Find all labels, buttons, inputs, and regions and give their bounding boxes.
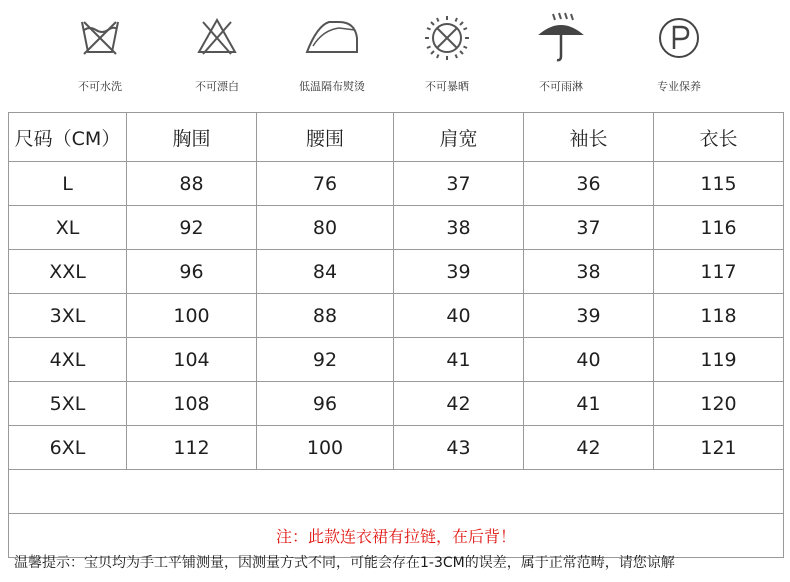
no-rain-icon <box>531 8 591 68</box>
cell-sleeve: 42 <box>524 426 654 470</box>
table-row <box>9 162 784 206</box>
cell-length: 116 <box>654 206 784 250</box>
cell-waist: 84 <box>257 250 394 294</box>
header-waist: 腰围 <box>257 113 394 162</box>
cell-size: 5XL <box>9 382 127 426</box>
cell-size: XL <box>9 206 127 250</box>
cell-length: 117 <box>654 250 784 294</box>
cell-sleeve: 41 <box>524 382 654 426</box>
care-instructions <box>0 0 790 100</box>
header-size: 尺码（CM） <box>9 113 127 162</box>
cell-chest: 88 <box>127 162 257 206</box>
care-label: 专业保养 <box>657 80 701 93</box>
cell-shoulder: 42 <box>394 382 524 426</box>
no-wash-icon <box>70 8 130 68</box>
cell-waist: 100 <box>257 426 394 470</box>
table-row <box>9 250 784 294</box>
cell-waist: 88 <box>257 294 394 338</box>
cell-length: 119 <box>654 338 784 382</box>
cell-shoulder: 40 <box>394 294 524 338</box>
cell-length: 115 <box>654 162 784 206</box>
cell-chest: 92 <box>127 206 257 250</box>
cell-shoulder: 41 <box>394 338 524 382</box>
care-item-low-iron <box>277 8 387 98</box>
zipper-note: 注：此款连衣裙有拉链，在后背！ <box>9 514 784 558</box>
cell-size: 4XL <box>9 338 127 382</box>
care-item-no-rain <box>506 8 616 98</box>
cell-shoulder: 43 <box>394 426 524 470</box>
cell-size: 6XL <box>9 426 127 470</box>
size-table-header <box>9 113 784 162</box>
no-sun-icon <box>417 8 477 68</box>
cell-size: L <box>9 162 127 206</box>
care-label: 低温隔布熨烫 <box>299 80 365 93</box>
measurement-tip: 温馨提示：宝贝均为手工平铺测量，因测量方式不同，可能会存在1-3CM的误差，属于正常范畴，请您谅解 <box>14 555 675 571</box>
cell-shoulder: 37 <box>394 162 524 206</box>
care-label: 不可雨淋 <box>539 80 583 93</box>
header-sleeve: 袖长 <box>524 113 654 162</box>
cell-chest: 108 <box>127 382 257 426</box>
cell-chest: 100 <box>127 294 257 338</box>
table-row <box>9 426 784 470</box>
empty-cell <box>9 470 784 514</box>
table-empty-row <box>9 470 784 514</box>
table-row <box>9 294 784 338</box>
cell-waist: 76 <box>257 162 394 206</box>
care-label: 不可漂白 <box>195 80 239 93</box>
cell-size: 3XL <box>9 294 127 338</box>
table-row <box>9 206 784 250</box>
table-row <box>9 382 784 426</box>
cell-length: 118 <box>654 294 784 338</box>
header-shoulder: 肩宽 <box>394 113 524 162</box>
cell-sleeve: 37 <box>524 206 654 250</box>
cell-length: 121 <box>654 426 784 470</box>
cell-sleeve: 36 <box>524 162 654 206</box>
low-iron-icon <box>299 8 365 68</box>
cell-length: 120 <box>654 382 784 426</box>
care-item-no-wash <box>45 8 155 98</box>
no-bleach-icon <box>187 8 247 68</box>
cell-waist: 92 <box>257 338 394 382</box>
cell-sleeve: 40 <box>524 338 654 382</box>
header-length: 衣长 <box>654 113 784 162</box>
cell-sleeve: 38 <box>524 250 654 294</box>
table-note-row <box>9 514 784 558</box>
cell-size: XXL <box>9 250 127 294</box>
care-label: 不可暴晒 <box>425 80 469 93</box>
cell-waist: 96 <box>257 382 394 426</box>
cell-shoulder: 38 <box>394 206 524 250</box>
cell-sleeve: 39 <box>524 294 654 338</box>
care-item-no-bleach <box>162 8 272 98</box>
cell-chest: 112 <box>127 426 257 470</box>
cell-chest: 104 <box>127 338 257 382</box>
professional-care-icon <box>649 8 709 68</box>
cell-chest: 96 <box>127 250 257 294</box>
header-chest: 胸围 <box>127 113 257 162</box>
care-label: 不可水洗 <box>78 80 122 93</box>
table-row <box>9 338 784 382</box>
size-table <box>8 112 784 558</box>
cell-waist: 80 <box>257 206 394 250</box>
care-item-professional <box>624 8 734 98</box>
cell-shoulder: 39 <box>394 250 524 294</box>
care-item-no-sun <box>392 8 502 98</box>
